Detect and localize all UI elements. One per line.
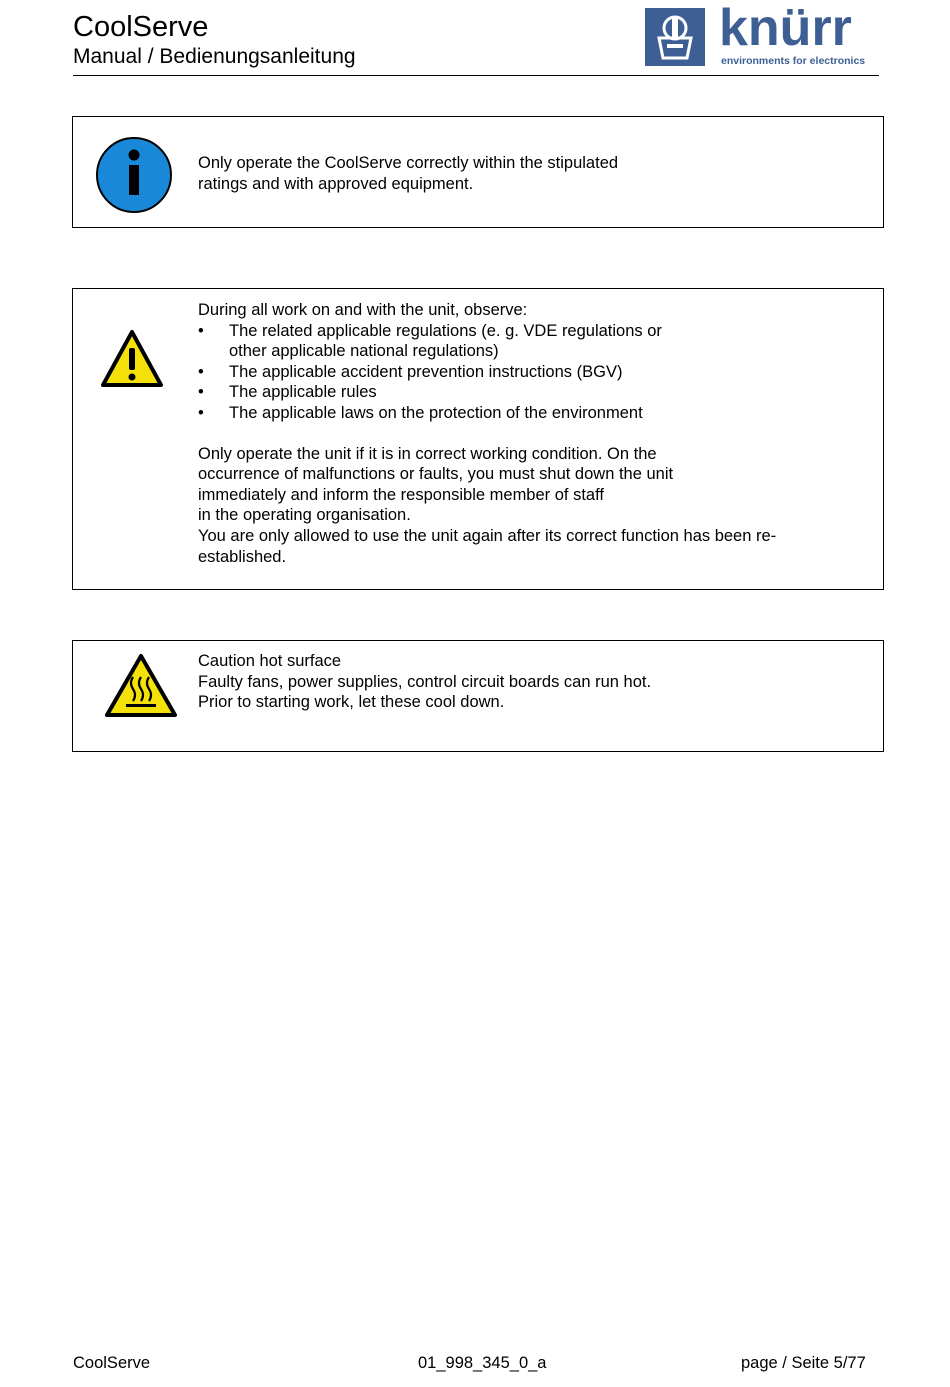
warning-icon bbox=[100, 329, 164, 394]
hot-surface-line: Prior to starting work, let these cool down. bbox=[198, 693, 505, 712]
paragraph-line: You are only allowed to use the unit again after its correct function has been re- bbox=[198, 526, 777, 545]
info-line: ratings and with approved equipment. bbox=[198, 174, 474, 193]
knurr-logo bbox=[645, 0, 880, 70]
header-divider bbox=[73, 75, 879, 76]
bullet-line: other applicable national regulations) bbox=[229, 342, 499, 361]
warning-notice-box bbox=[72, 288, 884, 590]
warning-bullet-list bbox=[198, 321, 776, 424]
paragraph-line: Only operate the unit if it is in correct working condition. On the bbox=[198, 444, 657, 463]
knight-helmet-icon bbox=[645, 8, 705, 66]
paragraph-line: in the operating organisation. bbox=[198, 506, 411, 525]
hot-surface-line: Faulty fans, power supplies, control circuit boards can run hot. bbox=[198, 672, 652, 691]
bullet-line: The applicable accident prevention instructions (BGV) bbox=[229, 362, 623, 381]
bullet-line: The applicable rules bbox=[229, 383, 377, 402]
bullet-glyph: • bbox=[198, 362, 204, 381]
hot-surface-notice-box bbox=[72, 640, 884, 752]
list-item bbox=[198, 362, 776, 383]
warning-intro: During all work on and with the unit, observe: bbox=[198, 301, 528, 319]
logo-wordmark: knürr bbox=[719, 0, 852, 57]
paragraph-line: established. bbox=[198, 547, 287, 566]
bullet-line: The applicable laws on the protection of the environment bbox=[229, 403, 643, 422]
info-text bbox=[198, 153, 618, 194]
hot-surface-icon bbox=[104, 653, 178, 724]
logo-tagline: environments for electronics bbox=[721, 55, 866, 67]
list-item bbox=[198, 382, 776, 403]
footer-doc-number: 01_998_345_0_a bbox=[418, 1354, 547, 1372]
bullet-line: The related applicable regulations (e. g. VDE regulations or bbox=[229, 321, 662, 340]
bullet-glyph: • bbox=[198, 321, 204, 340]
list-item bbox=[198, 403, 776, 424]
footer-product: CoolServe bbox=[73, 1354, 151, 1372]
hot-surface-text bbox=[198, 651, 651, 713]
document-subtitle: Manual / Bedienungsanleitung bbox=[73, 45, 356, 68]
warning-text bbox=[198, 300, 776, 567]
paragraph-line: occurrence of malfunctions or faults, you must shut down the unit bbox=[198, 465, 674, 484]
bullet-glyph: • bbox=[198, 403, 204, 422]
document-title: CoolServe bbox=[73, 11, 209, 43]
info-notice-box bbox=[72, 116, 884, 228]
info-icon bbox=[95, 136, 173, 219]
paragraph-line: immediately and inform the responsible member of staff bbox=[198, 485, 604, 504]
hot-surface-line: Caution hot surface bbox=[198, 652, 342, 670]
list-item bbox=[198, 321, 776, 362]
bullet-glyph: • bbox=[198, 383, 204, 402]
info-line: Only operate the CoolServe correctly within the stipulated bbox=[198, 154, 619, 172]
warning-paragraph bbox=[198, 444, 776, 568]
footer-page-number: page / Seite 5/77 bbox=[741, 1354, 866, 1372]
